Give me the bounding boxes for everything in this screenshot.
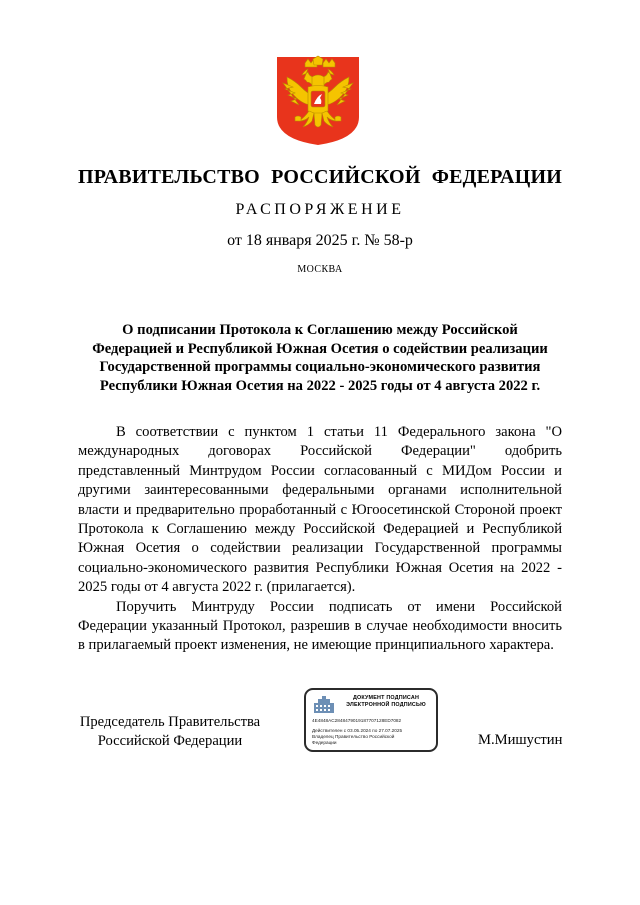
- document-type: РАСПОРЯЖЕНИЕ: [235, 201, 405, 218]
- electronic-signature-stamp: [304, 688, 438, 752]
- heading-line: Государственной программы социально-экономического развития: [99, 359, 541, 375]
- signer-title: [70, 713, 270, 751]
- document-date-number: от 18 января 2025 г. № 58-р: [227, 232, 413, 249]
- state-emblem-icon: [275, 55, 361, 147]
- government-title: ПРАВИТЕЛЬСТВО РОССИЙСКОЙ ФЕДЕРАЦИИ: [78, 166, 562, 188]
- stamp-certificate: 4E4848AC2848479019187707128ED7082: [312, 718, 402, 723]
- stamp-header: [338, 695, 434, 709]
- heading-line: О подписании Протокола к Соглашению между Российской: [122, 322, 518, 338]
- signer-name: М.Мишустин: [478, 732, 563, 748]
- government-building-icon: [313, 696, 335, 714]
- stamp-header-line: ЭЛЕКТРОННОЙ ПОДПИСЬЮ: [346, 702, 426, 708]
- stamp-validity: Действителен с 03.05.2024 по 27.07.2025: [312, 728, 403, 733]
- body-paragraph: В соответствии с пунктом 1 статьи 11 Федерального закона "О международных договорах Российской Федерации" одобрить представленный Минтрудом России согласованный с МИДом России и другими заинтересованными федеральными органами исполнительной власти и предварительно проработанный с Югоосетинской Стороной проект Протокола к Соглашению между Российской Федерацией и Республикой Южная Осетия о содействии реализации Государственной программы социально-экономического развития Республики Южная Осетия на 2022 - 2025 годы от 4 августа 2022 г. (прилагается).: [78, 424, 562, 596]
- heading-line: Республики Южная Осетия на 2022 - 2025 годы от 4 августа 2022 г.: [99, 377, 541, 394]
- document-body: [78, 423, 562, 656]
- signer-title-line: Российской Федерации: [97, 733, 243, 749]
- document-heading: [80, 321, 560, 395]
- signer-title-line: Председатель Правительства: [79, 714, 261, 730]
- stamp-header-line: ДОКУМЕНТ ПОДПИСАН: [352, 695, 420, 701]
- document-city: МОСКВА: [297, 264, 343, 275]
- heading-line: Федерацией и Республикой Южная Осетия о содействии реализации: [92, 340, 548, 357]
- body-paragraph: Поручить Минтруду России подписать от имени Российской Федерации указанный Протокол, разрешив в случае необходимости вносить в прилагаемый проект изменения, не имеющие принципиального характера.: [78, 598, 562, 654]
- stamp-owner: Владелец Правительство Российской Федерации: [312, 734, 395, 745]
